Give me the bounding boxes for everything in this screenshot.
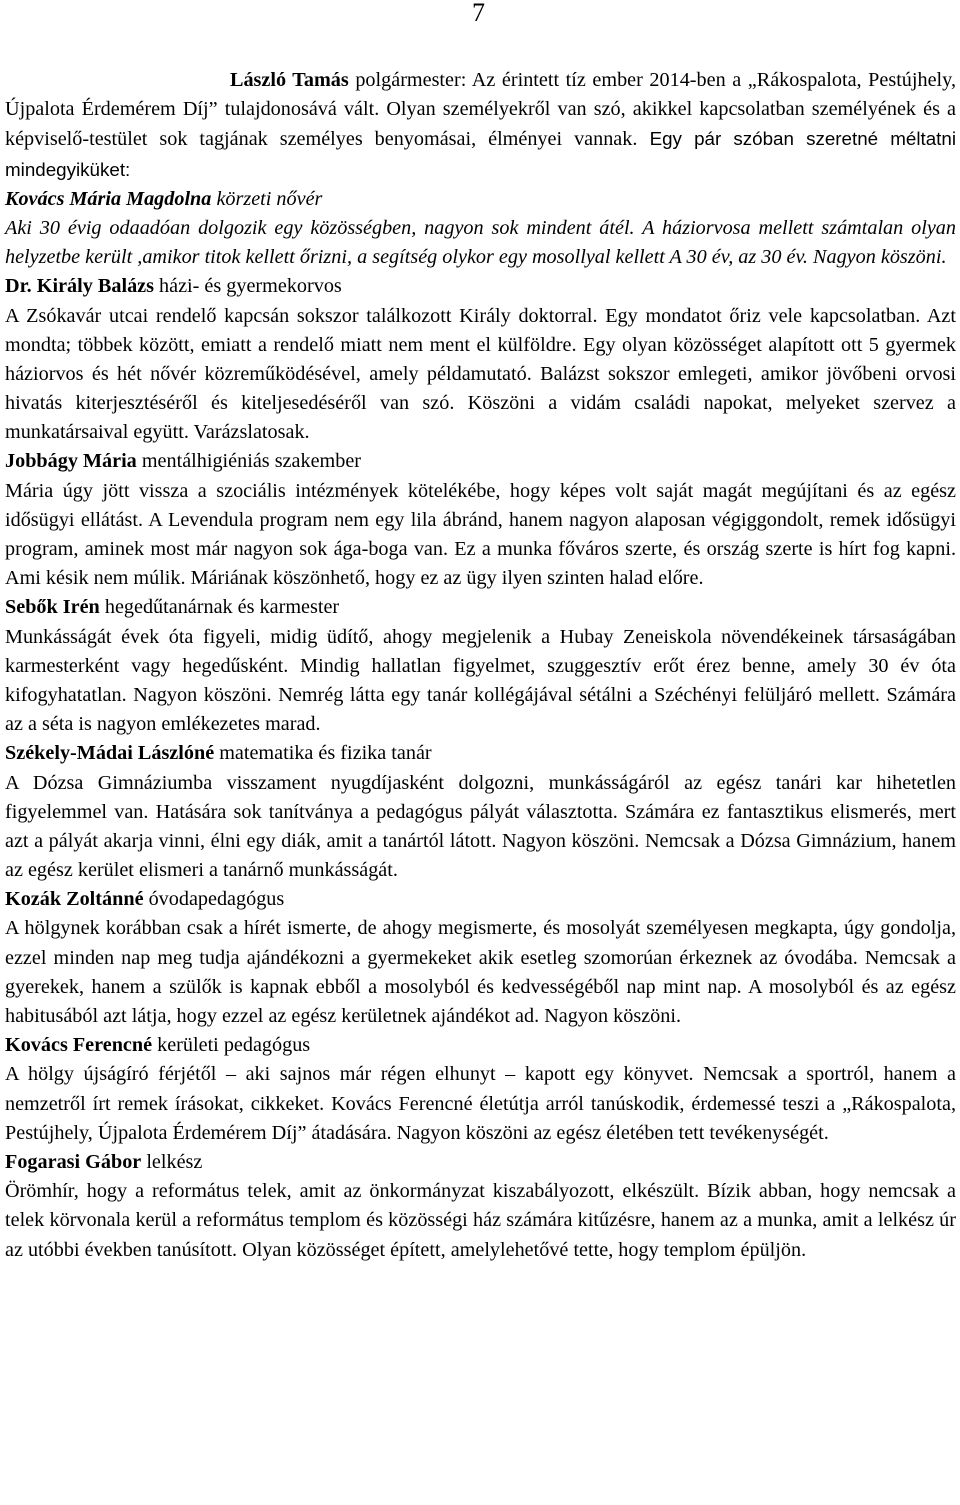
intro-paragraph bbox=[0, 66, 958, 185]
person-role: mentálhigiéniás szakember bbox=[136, 450, 362, 473]
page-number: 7 bbox=[472, 0, 485, 27]
intro-text-sans: Egy pár szóban szeretné méltatni mindegyiküket: bbox=[5, 128, 957, 180]
person-name: Sebők Irén bbox=[5, 596, 100, 619]
person-heading bbox=[0, 185, 958, 214]
person-heading bbox=[0, 593, 958, 622]
person-description: A Dózsa Gimnáziumba visszament nyugdíjasként dolgozni, munkásságáról az egész tanári kar hihetetlen figyelemmel van. Hatására sok tanítványa a pedagógus pályát választotta. Számára ez fantasztikus elismerés, mert azt a pályát akarja vinni, élni egy diák, amit a tanártól látott. Nagyon köszöni. Nemcsak a Dózsa Gimnázium, hanem az egész kerület elismeri a tanárnő munkásságát. bbox=[5, 771, 956, 882]
person-role: matematika és fizika tanár bbox=[214, 742, 432, 765]
person-role: lelkész bbox=[141, 1150, 203, 1173]
person-heading bbox=[0, 885, 958, 914]
person-name: Fogarasi Gábor bbox=[5, 1150, 142, 1173]
person-heading bbox=[0, 739, 958, 768]
person-role: kerületi pedagógus bbox=[152, 1034, 311, 1057]
person-description: Mária úgy jött vissza a szociális intézmények kötelékébe, hogy képes volt saját magát megújítani és az egész idősügyi ellátást. A Levendula program nem egy lila ábránd, hanem nagyon alaposan végiggondolt, remek idősügyi program, aminek most már nagyon sok ága-boga van. Ez a munka főváros szerte, és ország szerte is hírt fog kapni. Ami késik nem múlik. Máriának köszönhető, hogy ez az ügy ilyen szinten halad előre. bbox=[5, 479, 956, 590]
person-role: hegedűtanárnak és karmester bbox=[99, 596, 340, 619]
person-name: Kozák Zoltánné bbox=[5, 888, 144, 911]
person-role: házi- és gyermekorvos bbox=[153, 275, 342, 298]
person-prefix: Dr. bbox=[5, 275, 37, 298]
person-description: A Zsókavár utcai rendelő kapcsán sokszor találkozott Király doktorral. Egy mondatot őriz vele kapcsolatban. Azt mondta; többek között, emiatt a rendelő miatt nem ment el külföldre. Egy olyan közösséget alapított ott 5 gyermek háziorvos és hét nővér közreműködésével, amely példamutató. Balázst sokszor emlegeti, amikor jövőbeni orvosi hivatás kiterjesztéséről és kiteljesedéséről van szó. Köszöni a vidám családi napokat, melyeket szervez a munkatársaival együtt. Varázslatosak. bbox=[5, 304, 956, 444]
speaker-name: László Tamás bbox=[230, 69, 349, 91]
person-name: Király Balázs bbox=[36, 275, 154, 298]
document-body bbox=[0, 66, 958, 1265]
person-heading bbox=[0, 272, 958, 301]
person-name: Jobbágy Mária bbox=[5, 450, 137, 473]
person-name: Kovács Mária Magdolna bbox=[5, 187, 212, 210]
person-description: A hölgy újságíró férjétől – aki sajnos már régen elhunyt – kapott egy könyvet. Nemcsak a sportról, hanem a nemzetről írt remek írásokat, cikkeket. Kovács Ferencné életútja arról tanúskodik, érdemessé teszi a „Rákospalota, Pestújhely, Újpalota Érdemérem Díj” átadására. Nagyon köszöni az egész életében tett tevékenységét. bbox=[5, 1063, 956, 1144]
person-name: Székely-Mádai Lászlóné bbox=[5, 742, 215, 765]
person-description: Örömhír, hogy a református telek, amit az önkormányzat kiszabályozott, elkészült. Bízik abban, hogy nemcsak a telek körvonala kerül a református templom és közösségi ház számára kitűzésre, hanem az a munka, amit a lelkész úr az utóbbi években tanúsított. Olyan közösséget épített, amelylehetővé tette, hogy templom épüljön. bbox=[5, 1180, 956, 1261]
person-description: A hölgynek korábban csak a hírét ismerte, de ahogy megismerte, és mosolyát személyesen megkapta, úgy gondolja, ezzel minden nap meg tudja ajándékozni a gyermekeket akik esetleg szomorúan érkeznek az óvodába. Nemcsak a gyerekek, hanem a szülők is kapnak ebből a mosolyból és kedvességéből nap mint nap. A mosolyból és az egész habitusából azt látja, hogy ezzel az egész kerületnek ajándékot ad. Nagyon köszöni. bbox=[5, 917, 956, 1027]
intro-text: polgármester: Az érintett tíz ember 2014-ben a „Rákospalota, Pestújhely, Újpalota Érdemérem Díj” tulajdonosává vált. Olyan személyekről van szó, akikkel kapcsolatban személyének és a képviselő-testület sok tagjának személyes benyomásai, élményei vannak. bbox=[5, 69, 956, 151]
person-role: óvodapedagógus bbox=[143, 888, 285, 911]
person-name: Kovács Ferencné bbox=[5, 1034, 153, 1057]
person-description: Munkásságát évek óta figyeli, midig üdítő, ahogy megjelenik a Hubay Zeneiskola növendékeinek társaságában karmesterként vagy hegedűsként. Mindig hallatlan figyelmet, szuggesztív erőt érez benne, amely 30 év óta kifogyhatatlan. Nagyon köszöni. Nemrég látta egy tanár kollégájával sétálni a Széchényi felüljáró mellett. Számára az a séta is nagyon emlékezetes marad. bbox=[5, 625, 956, 736]
person-heading bbox=[0, 447, 958, 476]
person-heading bbox=[0, 1031, 958, 1060]
person-heading bbox=[0, 1148, 958, 1177]
person-description: Aki 30 évig odaadóan dolgozik egy közösségben, nagyon sok mindent átél. A háziorvosa mellett számtalan olyan helyzetbe került ,amikor titok kellett őrizni, a segítség olykor egy mosollyal kellett A 30 év, az 30 év. Nagyon köszöni. bbox=[5, 216, 956, 269]
person-role: körzeti nővér bbox=[211, 187, 323, 210]
